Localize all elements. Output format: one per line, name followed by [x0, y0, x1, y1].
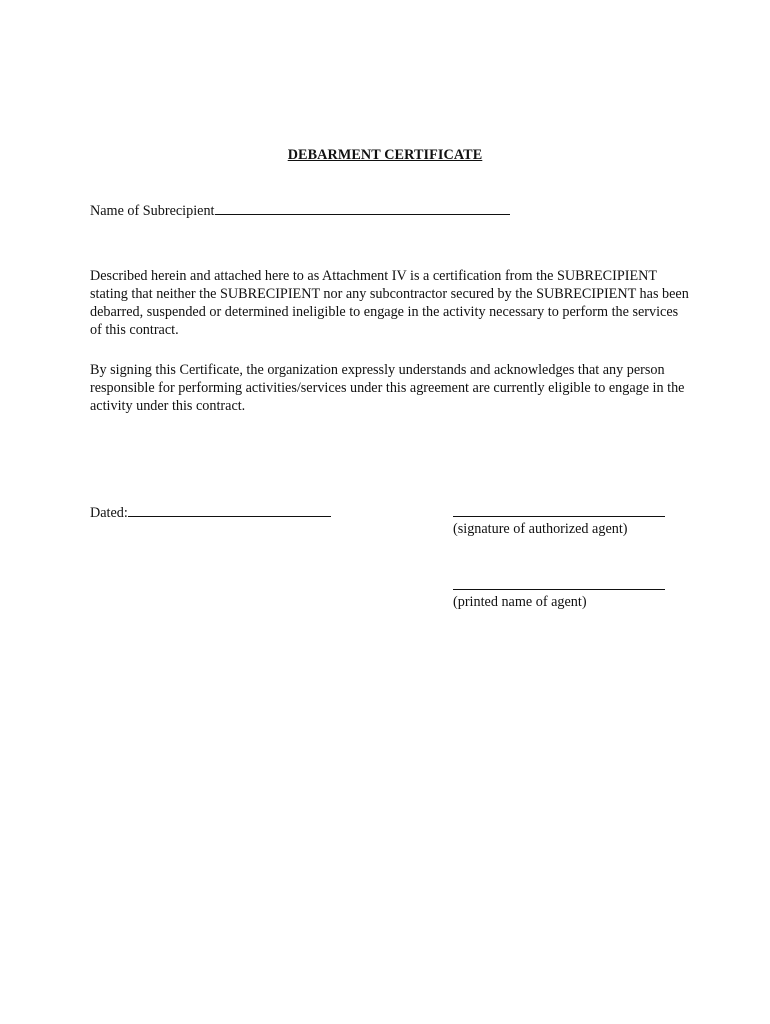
- acknowledgement-paragraph: By signing this Certificate, the organization expressly understands and acknowledges that any person responsible for performing activities/services under this agreement are currently eligible to engage in the activity under this contract.: [90, 362, 685, 414]
- document-title: DEBARMENT CERTIFICATE: [287, 147, 483, 163]
- signature-field[interactable]: [453, 516, 665, 517]
- signature-block: [453, 516, 665, 538]
- certification-paragraph: Described herein and attached here to as Attachment IV is a certification from the SUBRECIPIENT stating that neither the SUBRECIPIENT nor any subcontractor secured by the SUBRECIPIENT has been debarred, suspended or determined ineligible to engage in the activity necessary to perform the services of this contract.: [90, 268, 689, 338]
- subrecipient-label: Name of Subrecipient: [90, 203, 215, 219]
- dated-field[interactable]: [128, 504, 331, 517]
- subrecipient-name-field[interactable]: [215, 202, 510, 215]
- subrecipient-name-line: [90, 202, 510, 220]
- printed-name-field[interactable]: [453, 589, 665, 590]
- dated-line: [90, 504, 331, 522]
- signature-caption: (signature of authorized agent): [453, 521, 628, 537]
- printed-name-caption: (printed name of agent): [453, 594, 587, 610]
- printed-name-block: [453, 589, 665, 611]
- dated-label: Dated:: [90, 505, 128, 521]
